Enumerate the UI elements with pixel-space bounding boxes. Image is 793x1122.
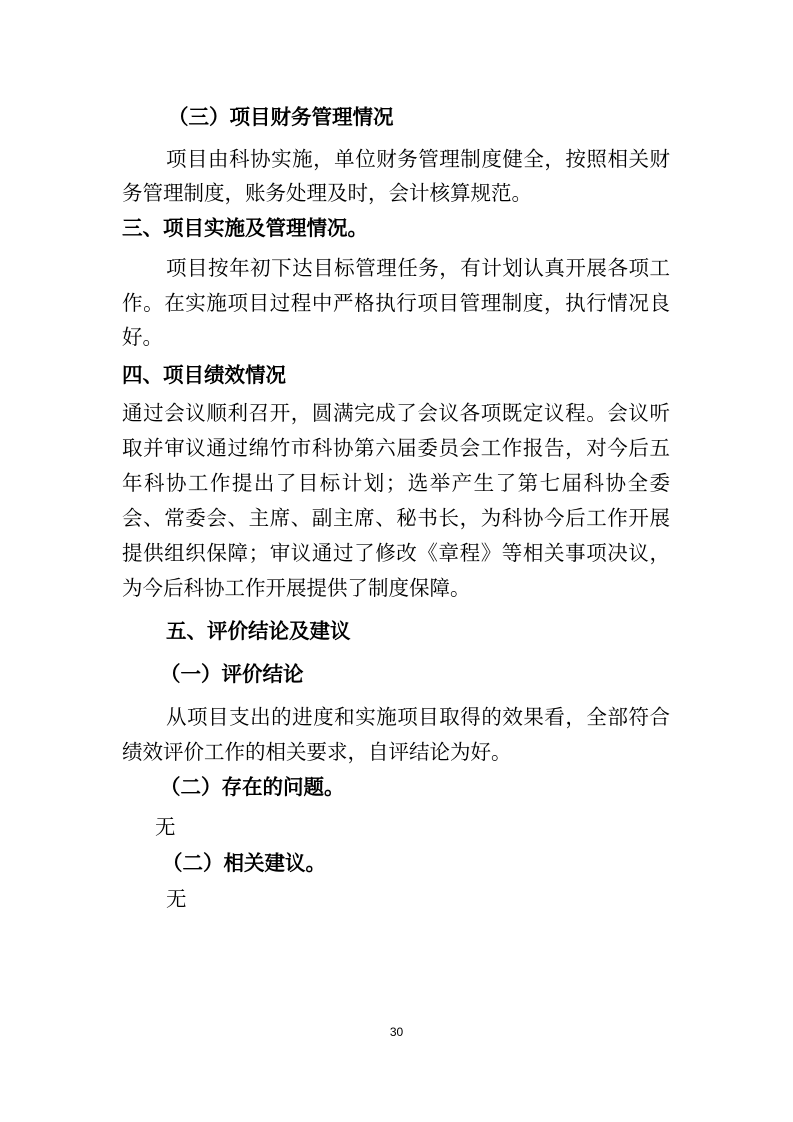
subsection-heading-suggestions: （二）相关建议。	[162, 851, 326, 875]
paragraph-line: 提供组织保障；审议通过了修改《章程》等相关事项决议，	[122, 541, 670, 565]
paragraph-line: 无	[155, 815, 176, 839]
paragraph-line: 为今后科协工作开展提供了制度保障。	[122, 576, 471, 600]
paragraph-line: 项目由科协实施，单位财务管理制度健全，按照相关财	[166, 147, 670, 171]
section-heading-conclusion: 五、评价结论及建议	[166, 619, 351, 643]
paragraph-line: 务管理制度，账务处理及时，会计核算规范。	[122, 181, 532, 205]
section-heading-implementation: 三、项目实施及管理情况。	[122, 216, 368, 240]
paragraph-line: 项目按年初下达目标管理任务，有计划认真开展各项工	[166, 256, 670, 280]
paragraph-line: 取并审议通过绵竹市科协第六届委员会工作报告，对今后五	[122, 436, 670, 460]
section-heading-finance: （三）项目财务管理情况	[168, 105, 394, 129]
paragraph-line: 会、常委会、主席、副主席、秘书长，为科协今后工作开展	[122, 506, 670, 530]
subsection-heading-issues: （二）存在的问题。	[160, 775, 345, 799]
section-heading-performance: 四、项目绩效情况	[122, 363, 286, 387]
paragraph-line: 从项目支出的进度和实施项目取得的效果看，全部符合	[166, 705, 670, 729]
paragraph-line: 年科协工作提出了目标计划；选举产生了第七届科协全委	[122, 471, 670, 495]
subsection-heading-evaluation: （一）评价结论	[160, 662, 304, 686]
page-number: 30	[389, 1025, 404, 1039]
paragraph-line: 绩效评价工作的相关要求，自评结论为好。	[122, 740, 512, 764]
paragraph-line: 通过会议顺利召开，圆满完成了会议各项既定议程。会议听	[122, 401, 670, 425]
paragraph-line: 无	[166, 887, 187, 911]
paragraph-line: 作。在实施项目过程中严格执行项目管理制度，执行情况良	[122, 291, 670, 315]
paragraph-line: 好。	[122, 325, 163, 349]
